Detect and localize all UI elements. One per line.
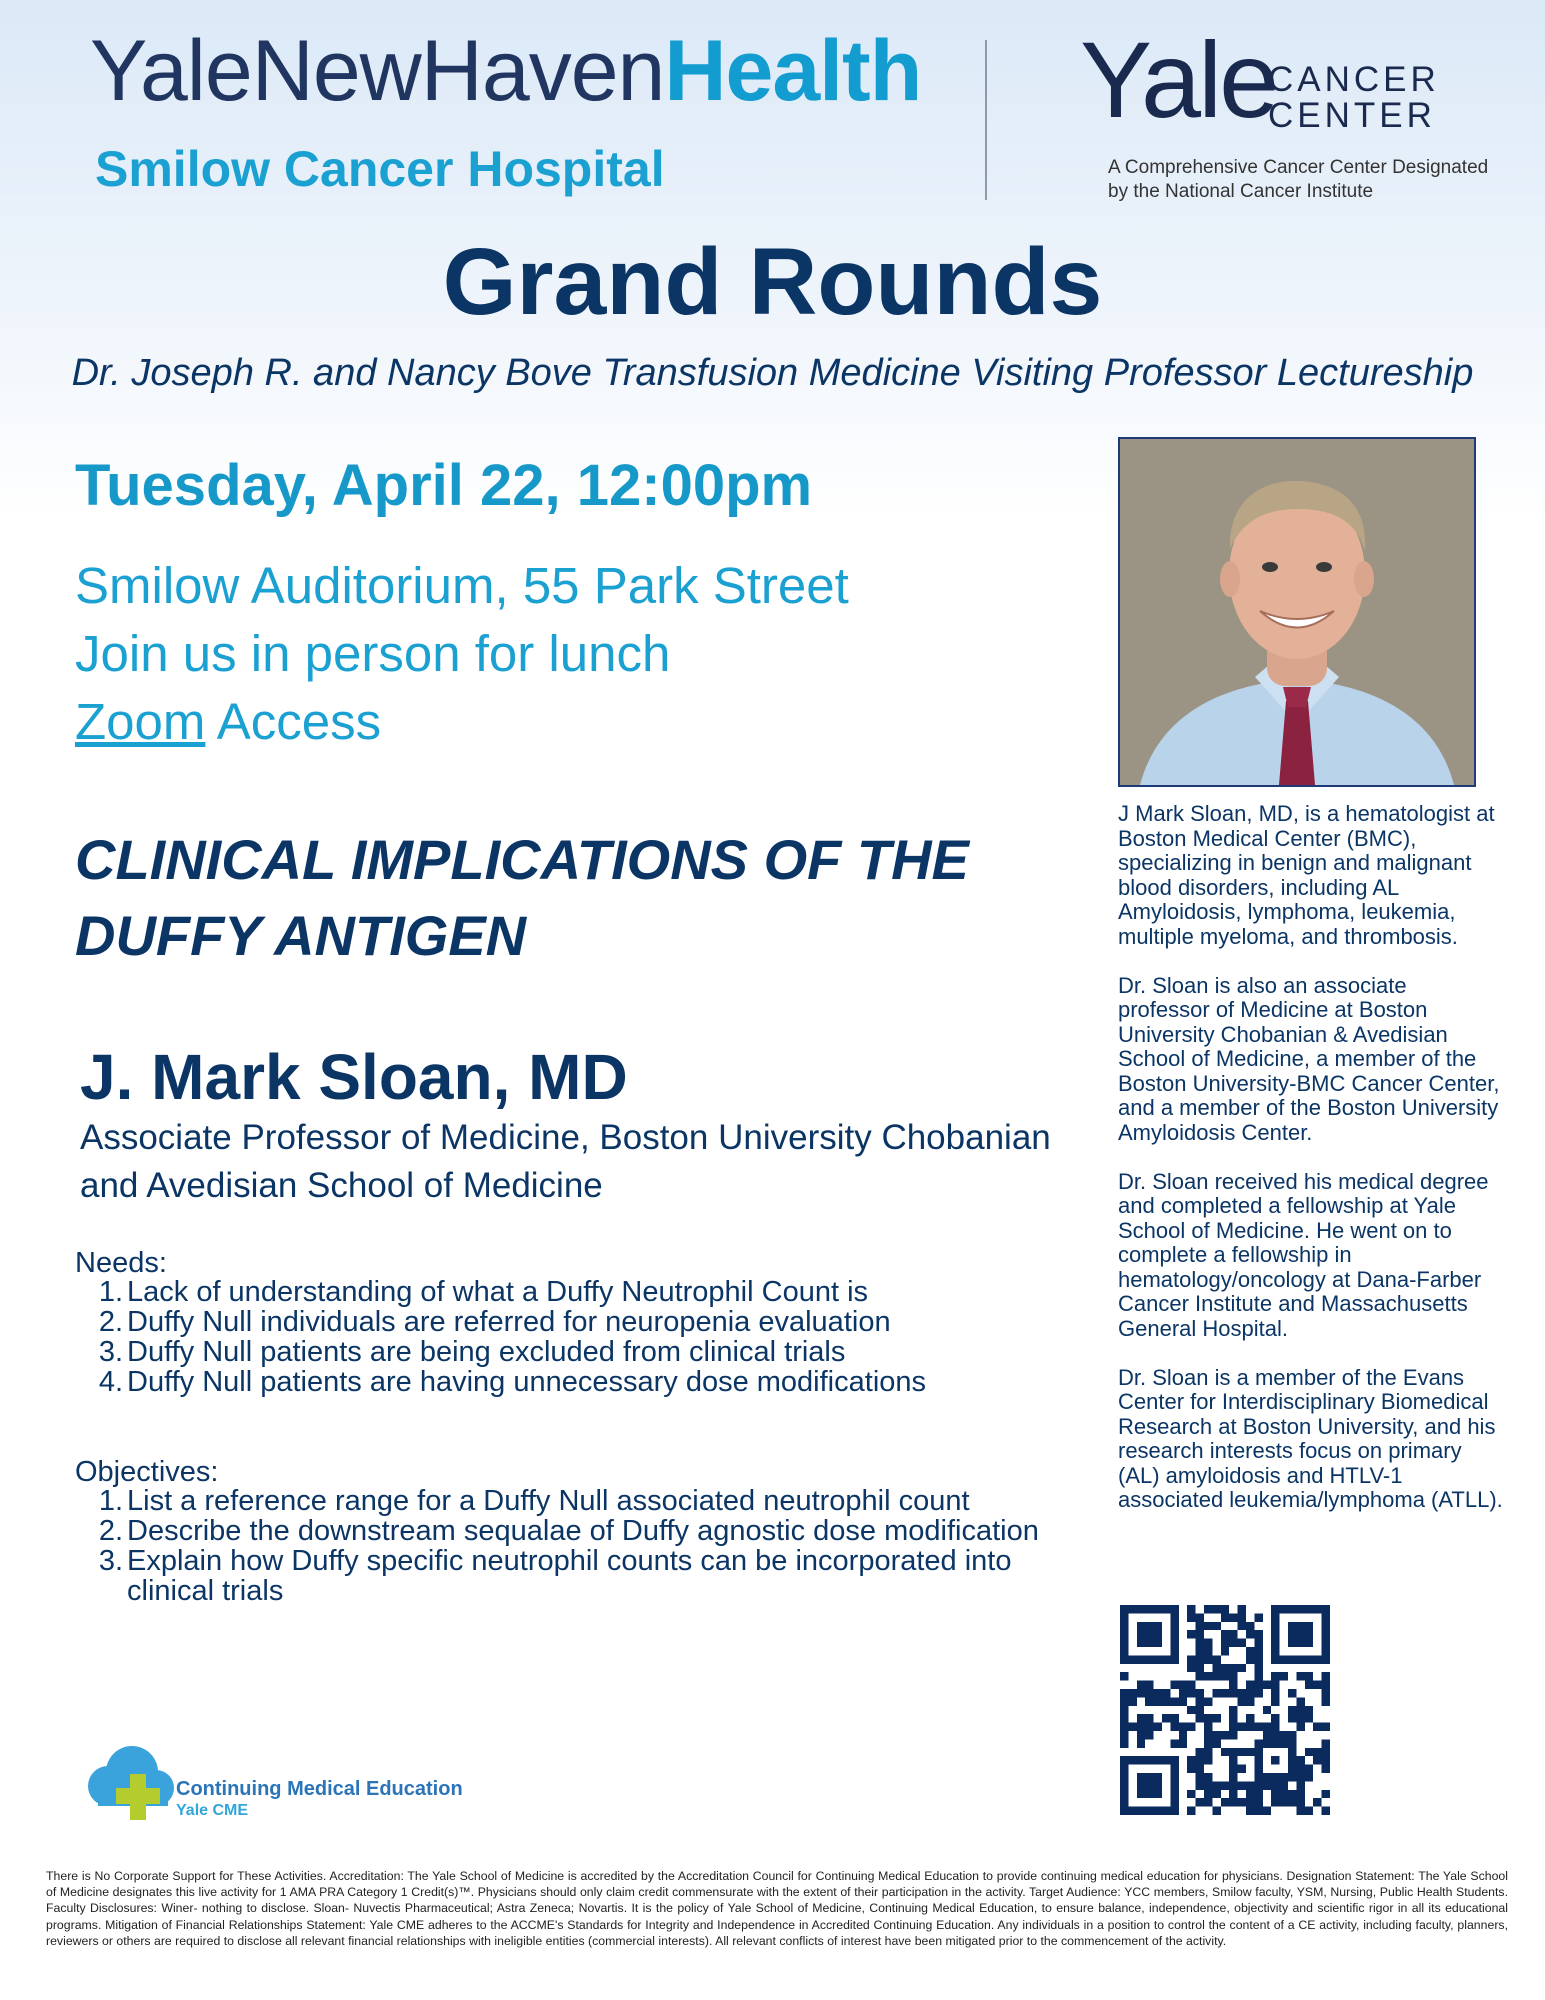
needs-label: Needs: [75,1247,167,1279]
speaker-name: J. Mark Sloan, MD [80,1041,628,1113]
accreditation-footer: There is No Corporate Support for These Activities. Accreditation: The Yale School of Medicine is accredited by the Accreditation Council for Continuing Medical Education to provide continuing medical education for physicians. Designation Statement: The Yale School of Medicine designates this live activity for 1 AMA PRA Category 1 Credit(s)™. Physicians should only claim credit commensurate with the extent of their participation in the activity. Target Audience: YCC members, Smilow faculty, YSM, Nursing, Public Health Students. Faculty Disclosures: Winer- nothing to disclose. Sloan- Nuvectis Pharmaceutical; Astra Zeneca; Novartis. It is the policy of Yale School of Medicine, Continuing Medical Education, to ensure balance, independence, objectivity and scientific rigor in all its educational programs. Mitigation of Financial Relationships Statement: Yale CME adheres to the ACCME's Standards for Integrity and Independence in Accredited Continuing Education. Any individuals in a position to control the content of a CE activity, including faculty, planners, reviewers or others are required to disclose all relevant financial relationships with ineligible entities (commercial interests). All relevant conflicts of interest have been mitigated prior to the commencement of the activity. [46,1869,1508,1948]
smilow-hospital-name: Smilow Cancer Hospital [95,141,665,197]
cme-subtitle: Yale CME [176,1802,249,1819]
yale-cancer-center-logo: Yale [1080,19,1277,140]
event-date: Tuesday, April 22, 12:00pm [75,453,813,518]
zoom-access: Zoom Access [75,693,382,750]
list-item: 2. Duffy Null individuals are referred for neuropenia evaluation [98,1306,891,1338]
event-location: Smilow Auditorium, 55 Park Street [75,557,849,614]
list-item: 1. List a reference range for a Duffy Null associated neutrophil count [98,1485,970,1517]
bio-paragraph: Dr. Sloan received his medical degree and completed a fellowship at Yale School of Medicine. He went on to complete a fellowship in hematology/oncology at Dana-Farber Cancer Institute and Massachusetts General Hospital. [1118,1168,1489,1341]
yale-tagline: A Comprehensive Cancer Center Designated by the National Cancer Institute [1108,157,1489,202]
bio-paragraph: J Mark Sloan, MD, is a hematologist at Boston Medical Center (BMC), specializing in benign and malignant blood disorders, including AL Amyloidosis, lymphoma, leukemia, multiple myeloma, and thrombosis. [1118,801,1495,949]
page-title: Grand Rounds [442,229,1103,335]
lectureship-subtitle: Dr. Joseph R. and Nancy Bove Transfusion Medicine Visiting Professor Lectureship [71,352,1474,394]
bio-paragraph: Dr. Sloan is also an associate professor of Medicine at Boston University Chobanian & Avedisian School of Medicine, a member of the Boston University-BMC Cancer Center, and a member of the Boston University Amyloidosis Center. [1118,972,1500,1145]
cme-title: Continuing Medical Education [176,1778,463,1800]
list-item: 3. Duffy Null patients are being excluded from clinical trials [98,1336,846,1368]
header-divider [985,40,987,200]
speaker-bio [1118,802,1503,1537]
list-item: 2. Describe the downstream sequalae of Duffy agnostic dose modification [98,1515,1039,1547]
needs-list [95,1277,1085,1397]
objectives-list [95,1486,1085,1606]
talk-title: CLINICAL IMPLICATIONS OF THE DUFFY ANTIGEN [75,828,969,967]
zoom-link[interactable]: Zoom [75,693,206,750]
bio-paragraph: Dr. Sloan is a member of the Evans Center for Interdisciplinary Biomedical Research at Boston University, and his research interests focus on primary (AL) amyloidosis and HTLV-1 associated leukemia/lymphoma (ATLL). [1118,1364,1503,1512]
speaker-affiliation: Associate Professor of Medicine, Boston University Chobanian and Avedisian School of Medicine [80,1118,1051,1205]
event-lunch: Join us in person for lunch [75,625,671,682]
speaker-photo [1118,437,1476,787]
list-item: 3. Explain how Duffy specific neutrophil counts can be incorporated into clinical trials [98,1545,1012,1607]
qr-code[interactable] [1120,1605,1330,1815]
objectives-label: Objectives: [75,1456,219,1488]
yale-new-haven-health-logo: YaleNewHavenHealth [90,23,922,119]
cancer-center-wordmark: CANCER CENTER [1268,60,1440,135]
list-item: 4. Duffy Null patients are having unnecessary dose modifications [98,1366,927,1398]
cloud-plus-icon [80,1738,180,1820]
list-item: 1. Lack of understanding of what a Duffy Neutrophil Count is [98,1276,869,1308]
